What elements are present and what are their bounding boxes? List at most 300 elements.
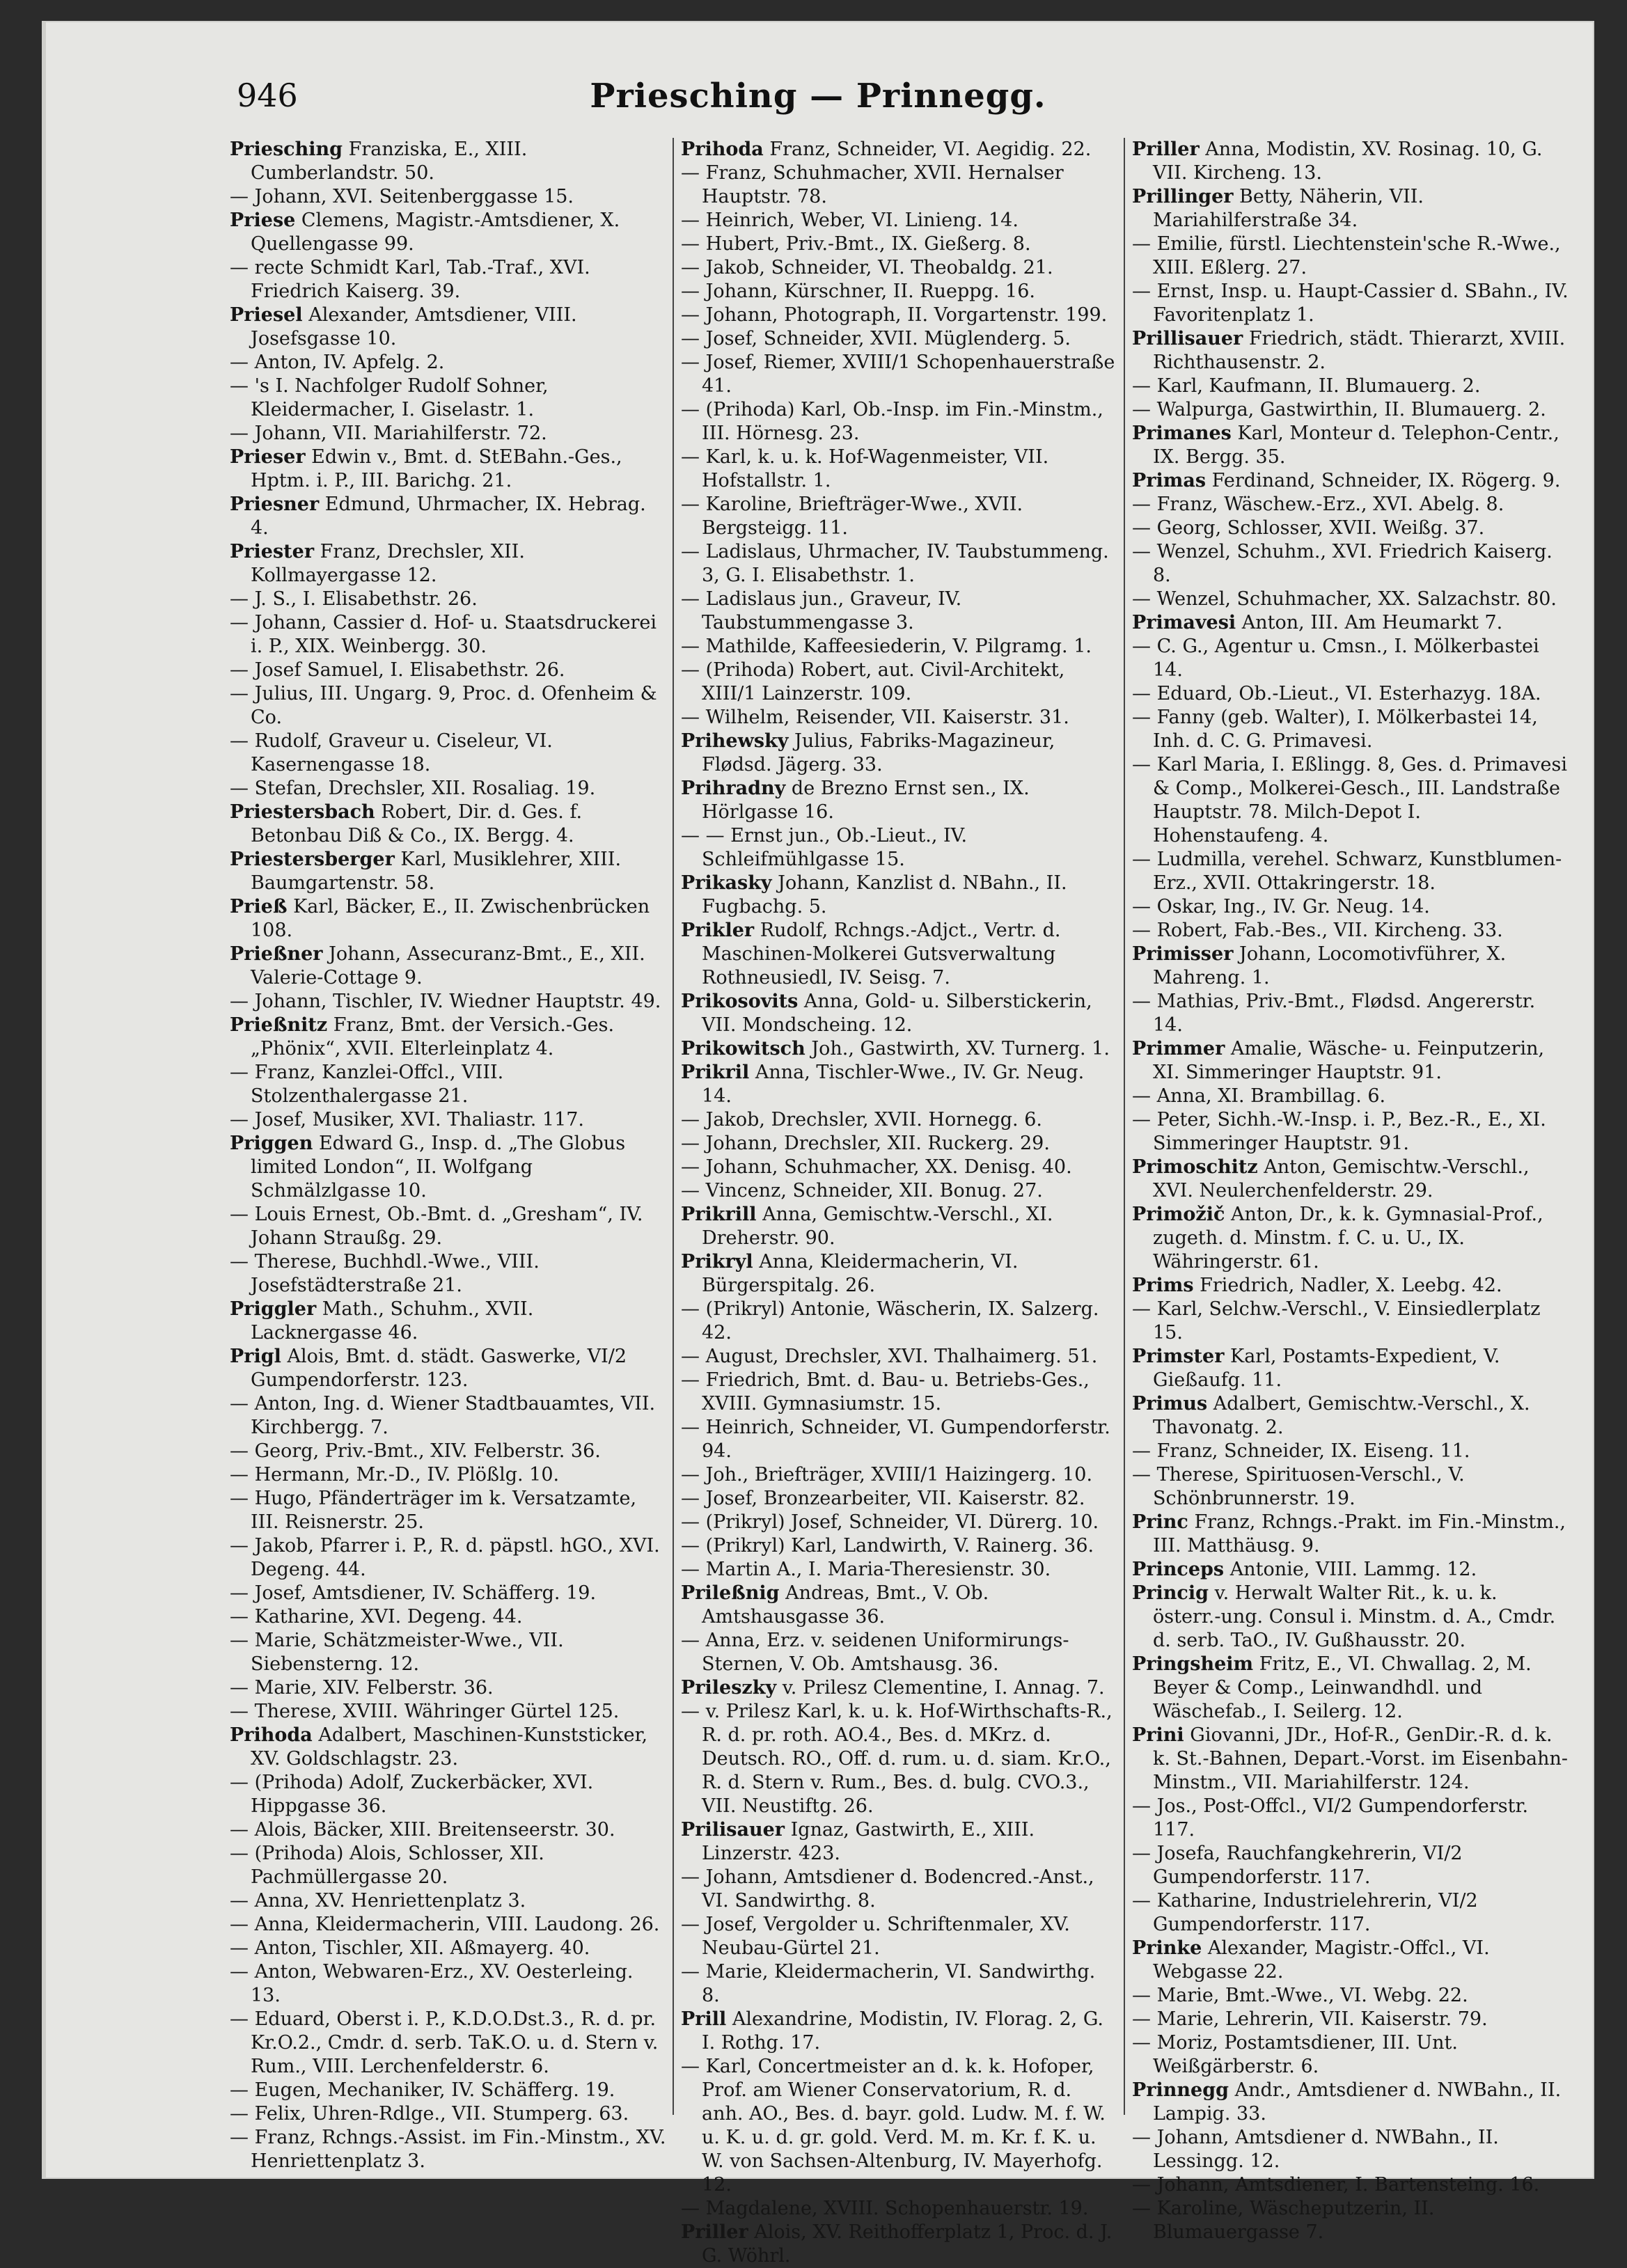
entry-details: — Johann, Amtsdiener, I. Bartensteing. 16. — [1132, 2174, 1540, 2196]
directory-entry — [681, 635, 1118, 659]
directory-entry — [681, 1132, 1118, 1156]
directory-entry — [230, 1842, 667, 1889]
directory-entry — [1132, 2079, 1569, 2126]
directory-entry — [1132, 611, 1569, 635]
entry-details: — Therese, Buchhdl.-Wwe., VIII. Josefstädterstraße 21. — [230, 1251, 540, 1296]
entry-surname: Primus — [1132, 1393, 1208, 1415]
entry-details: — Karoline, Briefträger-Wwe., XVII. Bergsteigg. 11. — [681, 494, 1023, 539]
entry-details: — Marie, XIV. Felberstr. 36. — [230, 1677, 494, 1699]
directory-entry — [1132, 943, 1569, 990]
directory-entry — [230, 1889, 667, 1913]
directory-entry — [1132, 1842, 1569, 1889]
entry-details: Betty, Näherin, VII. Mariahilferstraße 34. — [1153, 186, 1424, 231]
entry-details: — Georg, Schlosser, XVII. Weißg. 37. — [1132, 517, 1485, 539]
entry-details: — August, Drechsler, XVI. Thalhaimerg. 51. — [681, 1346, 1098, 1367]
entry-details: — Jos., Post-Offcl., VI/2 Gumpendorferstr. 117. — [1132, 1795, 1529, 1841]
directory-entry — [1132, 848, 1569, 895]
entry-details: v. Prilesz Clementine, I. Annag. 7. — [776, 1677, 1105, 1699]
entry-surname: Priese — [230, 210, 296, 231]
directory-entry — [230, 446, 667, 493]
page-header — [42, 77, 1594, 132]
entry-surname: Priesching — [230, 139, 343, 160]
entry-details: — Anna, Erz. v. seidenen Uniformirungs-Sternen, V. Ob. Amtshausg. 36. — [681, 1630, 1069, 1675]
entry-details: — Heinrich, Weber, VI. Linieng. 14. — [681, 210, 1019, 231]
entry-details: — Johann, Schuhmacher, XX. Denisg. 40. — [681, 1156, 1072, 1178]
entry-details: — Josef, Schneider, XVII. Müglenderg. 5. — [681, 328, 1071, 349]
directory-entry — [681, 1061, 1118, 1108]
directory-entry — [230, 943, 667, 990]
entry-details: — (Prikryl) Karl, Landwirth, V. Rainerg. 36. — [681, 1535, 1094, 1557]
entry-surname: Prillinger — [1132, 186, 1234, 207]
entry-details: — Vincenz, Schneider, XII. Bonug. 27. — [681, 1180, 1043, 1202]
directory-entry — [681, 1250, 1118, 1298]
entry-details: Julius, Fabriks-Magazineur, Flødsd. Jägerg. 33. — [702, 730, 1055, 775]
entry-details: — Julius, III. Ungarg. 9, Proc. d. Ofenheim & Co. — [230, 683, 657, 728]
entry-surname: Prihradny — [681, 778, 786, 799]
entry-details: — Louis Ernest, Ob.-Bmt. d. „Gresham“, IV. Johann Straußg. 29. — [230, 1204, 643, 1249]
entry-details: Edwin v., Bmt. d. StEBahn.-Ges., Hptm. i. P., III. Barichg. 21. — [251, 446, 622, 491]
entry-details: Giovanni, JDr., Hof-R., GenDir.-R. d. k. k. St.-Bahnen, Depart.-Vorst. im Eisenbahn-Minstm., VII. Mariahilferstr. 124. — [1153, 1724, 1569, 1793]
entry-surname: Prigl — [230, 1346, 281, 1367]
entry-details: — Josef, Bronzearbeiter, VII. Kaiserstr. 82. — [681, 1488, 1085, 1509]
directory-entry — [681, 209, 1118, 233]
entry-details: — Franz, Wäschew.-Erz., XVI. Abelg. 8. — [1132, 494, 1504, 515]
entry-surname: Prini — [1132, 1724, 1184, 1746]
entry-details: — recte Schmidt Karl, Tab.-Traf., XVI. Friedrich Kaiserg. 39. — [230, 257, 590, 302]
entry-details: — Mathias, Priv.-Bmt., Flødsd. Angererstr. 14. — [1132, 991, 1536, 1036]
directory-entry — [1132, 1511, 1569, 1558]
directory-entry — [230, 2008, 667, 2079]
directory-entry — [1132, 990, 1569, 1037]
directory-entry — [1132, 2173, 1569, 2197]
directory-entry — [681, 233, 1118, 256]
entry-details: Anton, III. Am Heumarkt 7. — [1236, 612, 1503, 633]
directory-entry — [230, 1534, 667, 1582]
entry-details: Amalie, Wäsche- u. Feinputzerin, XI. Simmeringer Hauptstr. 91. — [1153, 1038, 1545, 1083]
directory-entry — [1132, 1108, 1569, 1156]
entry-surname: Primoschitz — [1132, 1156, 1258, 1178]
entry-surname: Priesner — [230, 494, 320, 515]
entry-details: — (Prihoda) Karl, Ob.-Insp. im Fin.-Minstm., III. Hörnesg. 23. — [681, 399, 1103, 444]
entry-details: — Moriz, Postamtsdiener, III. Unt. Weißgärberstr. 6. — [1132, 2032, 1458, 2077]
directory-entry — [230, 659, 667, 682]
directory-entry — [1132, 1463, 1569, 1511]
entry-details: Anna, Tischler-Wwe., IV. Gr. Neug. 14. — [702, 1062, 1085, 1107]
entry-details: — (Prikryl) Josef, Schneider, VI. Dürerg. 10. — [681, 1511, 1099, 1533]
entry-details: — — Ernst jun., Ob.-Lieut., IV. Schleifmühlgasse 15. — [681, 825, 968, 870]
entry-surname: Primas — [1132, 470, 1207, 491]
directory-entry — [681, 493, 1118, 540]
directory-entry — [681, 351, 1118, 398]
directory-entry — [1132, 1274, 1569, 1298]
entry-surname: Prikrill — [681, 1204, 757, 1225]
directory-entry — [681, 919, 1118, 990]
entry-details: — Therese, XVIII. Währinger Gürtel 125. — [230, 1701, 620, 1722]
directory-entry — [1132, 682, 1569, 706]
entry-details: — Hugo, Pfänderträger im k. Versatzamte, III. Reisnerstr. 25. — [230, 1488, 637, 1533]
directory-entry — [681, 1676, 1118, 1700]
entry-details: — Robert, Fab.-Bes., VII. Kircheng. 33. — [1132, 920, 1503, 941]
directory-entry — [1132, 2008, 1569, 2031]
directory-entry — [681, 990, 1118, 1037]
directory-entry — [230, 588, 667, 611]
entry-surname: Prilisauer — [681, 1819, 785, 1841]
entry-details: Johann, Assecuranz-Bmt., E., XII. Valerie-Cottage 9. — [251, 943, 645, 989]
directory-entry — [1132, 138, 1569, 185]
entry-details: — Karoline, Wäscheputzerin, II. Blumauergasse 7. — [1132, 2198, 1435, 2243]
entry-details: Anna, Modistin, XV. Rosinag. 10, G. VII. Kircheng. 13. — [1153, 139, 1543, 184]
entry-details: Franz, Schneider, VI. Aegidig. 22. — [763, 139, 1092, 160]
entry-details: Franz, Drechsler, XII. Kollmayergasse 12. — [251, 541, 525, 586]
entry-details: — Eduard, Ob.-Lieut., VI. Esterhazyg. 18A. — [1132, 683, 1541, 704]
directory-entry — [230, 540, 667, 588]
entry-surname: Primisser — [1132, 943, 1234, 965]
directory-entry — [681, 1866, 1118, 1913]
entry-details: — Joh., Briefträger, XVIII/1 Haizingerg. 10. — [681, 1464, 1093, 1486]
entry-details: Rudolf, Rchngs.-Adjct., Vertr. d. Maschinen-Molkerei Gutsverwaltung Rothneusiedl, IV. Seisg. 7. — [702, 920, 1061, 989]
entry-details: — Wenzel, Schuhmacher, XX. Salzachstr. 80. — [1132, 588, 1557, 610]
entry-details: — (Prihoda) Robert, aut. Civil-Architekt, XIII/1 Lainzerstr. 109. — [681, 659, 1065, 704]
directory-entry — [681, 1582, 1118, 1629]
directory-entry — [1132, 706, 1569, 753]
directory-entry — [1132, 1440, 1569, 1463]
directory-entry — [230, 1676, 667, 1700]
directory-entry — [230, 1700, 667, 1724]
entry-details: — Mathilde, Kaffeesiederin, V. Pilgramg. 1. — [681, 636, 1092, 657]
entry-details: — Marie, Kleidermacherin, VI. Sandwirthg. 8. — [681, 1961, 1096, 2006]
directory-entry — [681, 398, 1118, 446]
directory-entry — [681, 1511, 1118, 1534]
directory-entry — [230, 2079, 667, 2102]
directory-entry — [230, 1203, 667, 1250]
directory-entry — [230, 990, 667, 1014]
directory-entry — [681, 1558, 1118, 1582]
entry-details: — Josefa, Rauchfangkehrerin, VI/2 Gumpendorferstr. 117. — [1132, 1843, 1463, 1888]
entry-details: — Anna, Kleidermacherin, VIII. Laudong. 26. — [230, 1914, 660, 1935]
entry-details: Karl, Bäcker, E., II. Zwischenbrücken 108. — [251, 896, 650, 941]
entry-details: — Josef Samuel, I. Elisabethstr. 26. — [230, 659, 565, 681]
entry-surname: Prikler — [681, 920, 755, 941]
directory-entry — [230, 2102, 667, 2126]
directory-entry — [681, 256, 1118, 280]
directory-entry — [230, 1463, 667, 1487]
directory-entry — [681, 1629, 1118, 1676]
entry-surname: Priestersberger — [230, 849, 395, 870]
entry-details: — Fanny (geb. Walter), I. Mölkerbastei 14, Inh. d. C. G. Primavesi. — [1132, 707, 1538, 752]
directory-entry — [230, 1298, 667, 1345]
directory-entry — [230, 422, 667, 446]
entry-details: Johann, Kanzlist d. NBahn., II. Fugbachg. 5. — [702, 872, 1067, 918]
directory-entry — [230, 1913, 667, 1937]
entry-surname: Primožič — [1132, 1204, 1225, 1225]
entry-details: — Emilie, fürstl. Liechtenstein'sche R.-Wwe., XIII. Eßlerg. 27. — [1132, 233, 1561, 278]
entry-details: — Marie, Bmt.-Wwe., VI. Webg. 22. — [1132, 1985, 1468, 2006]
directory-entry — [230, 209, 667, 256]
directory-entry — [681, 1156, 1118, 1179]
directory-entry — [681, 304, 1118, 327]
directory-entry — [1132, 1392, 1569, 1440]
directory-entry — [681, 540, 1118, 588]
directory-entry — [1132, 1889, 1569, 1937]
entry-surname: Prihoda — [681, 139, 764, 160]
entry-details: — Anton, Tischler, XII. Aßmayerg. 40. — [230, 1937, 590, 1959]
entry-surname: Prikowitsch — [681, 1038, 805, 1060]
entry-details: Alexandrine, Modistin, IV. Florag. 2, G. I. Rothg. 17. — [702, 2008, 1104, 2054]
columns — [230, 138, 1573, 2267]
directory-entry — [681, 1203, 1118, 1250]
entry-details: — Hubert, Priv.-Bmt., IX. Gießerg. 8. — [681, 233, 1031, 255]
entry-details: — Stefan, Drechsler, XII. Rosaliag. 19. — [230, 778, 596, 799]
entry-details: — Hermann, Mr.-D., IV. Plößlg. 10. — [230, 1464, 560, 1486]
directory-entry — [230, 1960, 667, 2008]
entry-surname: Prileszky — [681, 1677, 777, 1699]
directory-entry — [681, 1416, 1118, 1463]
entry-details: — Josef, Amtsdiener, IV. Schäfferg. 19. — [230, 1582, 597, 1604]
entry-details: — Oskar, Ing., IV. Gr. Neug. 14. — [1132, 896, 1430, 918]
directory-entry — [1132, 2197, 1569, 2244]
entry-details: — Marie, Schätzmeister-Wwe., VII. Siebensterng. 12. — [230, 1630, 564, 1675]
entry-details: Franz, Bmt. der Versich.-Ges. „Phönix“, XVII. Elterleinplatz 4. — [251, 1014, 615, 1060]
entry-details: Alois, XV. Reithofferplatz 1, Proc. d. J. G. Wöhrl. — [702, 2221, 1113, 2267]
entry-surname: Priller — [1132, 139, 1200, 160]
directory-entry — [230, 1392, 667, 1440]
entry-details: — Jakob, Schneider, VI. Theobaldg. 21. — [681, 257, 1053, 278]
directory-entry — [681, 1179, 1118, 1203]
entry-surname: Prill — [681, 2008, 727, 2030]
entry-details: — Ladislaus jun., Graveur, IV. Taubstummengasse 3. — [681, 588, 962, 633]
entry-details: — Johann, Tischler, IV. Wiedner Hauptstr. 49. — [230, 991, 661, 1012]
entry-details: — Jakob, Pfarrer i. P., R. d. päpstl. hGO., XVI. Degeng. 44. — [230, 1535, 660, 1580]
directory-entry — [1132, 375, 1569, 398]
entry-details: Fritz, E., VI. Chwallag. 2, M. Beyer & Comp., Leinwandhdl. und Wäschefab., I. Seilerg. 12. — [1153, 1653, 1532, 1722]
entry-details: — Alois, Bäcker, XIII. Breitenseerstr. 30. — [230, 1819, 615, 1841]
entry-details: Clemens, Magistr.-Amtsdiener, X. Quellengasse 99. — [251, 210, 620, 255]
directory-entry — [1132, 1984, 1569, 2008]
entry-details: — Peter, Sichh.-W.-Insp. i. P., Bez.-R., E., XI. Simmeringer Hauptstr. 91. — [1132, 1109, 1546, 1154]
entry-details: — Martin A., I. Maria-Theresienstr. 30. — [681, 1559, 1051, 1580]
entry-details: — Johann, Drechsler, XII. Ruckerg. 29. — [681, 1133, 1050, 1154]
page-edge — [42, 21, 46, 2179]
entry-details: Johann, Locomotivführer, X. Mahreng. 1. — [1153, 943, 1507, 989]
directory-entry — [681, 2221, 1118, 2268]
directory-entry — [1132, 469, 1569, 493]
entry-surname: Prihewsky — [681, 730, 789, 752]
entry-surname: Princig — [1132, 1582, 1209, 1604]
entry-details: — J. S., I. Elisabethstr. 26. — [230, 588, 478, 610]
directory-entry — [1132, 919, 1569, 943]
entry-details: Anton, Gemischtw.-Verschl., XVI. Neulerchenfelderstr. 29. — [1153, 1156, 1530, 1202]
directory-entry — [1132, 493, 1569, 517]
entry-details: — Walpurga, Gastwirthin, II. Blumauerg. 2. — [1132, 399, 1546, 420]
directory-entry — [230, 1937, 667, 1960]
column-3 — [1132, 138, 1569, 2243]
entry-details: Karl, Postamts-Expedient, V. Gießaufg. 11. — [1153, 1346, 1500, 1391]
column-2 — [681, 138, 1118, 2267]
directory-entry — [681, 1345, 1118, 1369]
directory-entry — [681, 777, 1118, 824]
entry-details: — Johann, Cassier d. Hof- u. Staatsdruckerei i. P., XIX. Weinbergg. 30. — [230, 612, 657, 657]
directory-entry — [1132, 635, 1569, 682]
entry-details: — Ludmilla, verehel. Schwarz, Kunstblumen-Erz., XVII. Ottakringerstr. 18. — [1132, 849, 1562, 894]
directory-entry — [1132, 327, 1569, 375]
entry-details: — Johann, XVI. Seitenberggasse 15. — [230, 186, 574, 207]
entry-details: — Johann, Amtsdiener d. NWBahn., II. Lessingg. 12. — [1132, 2127, 1499, 2172]
entry-surname: Primavesi — [1132, 612, 1236, 633]
entry-details: — Johann, Amtsdiener d. Bodencred.-Anst., VI. Sandwirthg. 8. — [681, 1866, 1094, 1912]
directory-entry — [230, 1724, 667, 1771]
entry-surname: Princeps — [1132, 1559, 1225, 1580]
entry-details: — Johann, Kürschner, II. Rueppg. 16. — [681, 281, 1035, 302]
entry-details: — Katharine, XVI. Degeng. 44. — [230, 1606, 523, 1628]
directory-entry — [681, 2008, 1118, 2055]
directory-entry — [681, 1700, 1118, 1818]
entry-details: — Josef, Riemer, XVIII/1 Schopenhauerstraße 41. — [681, 352, 1115, 397]
entry-details: — Anna, XV. Henriettenplatz 3. — [230, 1890, 526, 1912]
entry-details: Robert, Dir. d. Ges. f. Betonbau Diß & Co., IX. Bergg. 4. — [251, 801, 583, 846]
directory-entry — [1132, 753, 1569, 848]
entry-details: Anna, Gemischtw.-Verschl., XI. Dreherstr. 90. — [702, 1204, 1053, 1249]
directory-entry — [681, 327, 1118, 351]
directory-entry — [230, 1818, 667, 1842]
directory-entry — [1132, 1558, 1569, 1582]
entry-details: — Anton, Ing. d. Wiener Stadtbauamtes, VII. Kirchbergg. 7. — [230, 1393, 656, 1438]
entry-details: Andreas, Bmt., V. Ob. Amtshausgasse 36. — [702, 1582, 989, 1628]
entry-details: — Felix, Uhren-Rdlge., VII. Stumperg. 63. — [230, 2103, 629, 2125]
directory-entry — [681, 1487, 1118, 1511]
directory-entry — [1132, 1345, 1569, 1392]
directory-entry — [681, 162, 1118, 209]
directory-entry — [1132, 1653, 1569, 1724]
entry-details: Karl, Monteur d. Telephon-Centr., IX. Bergg. 35. — [1153, 423, 1559, 468]
entry-details: Adalbert, Maschinen-Kunststicker, XV. Goldschlagstr. 23. — [251, 1724, 648, 1770]
directory-entry — [230, 777, 667, 801]
directory-entry — [230, 375, 667, 422]
entry-details: Edmund, Uhrmacher, IX. Hebrag. 4. — [251, 494, 646, 539]
entry-surname: Priester — [230, 541, 315, 562]
entry-details: — Wilhelm, Reisender, VII. Kaiserstr. 31. — [681, 707, 1069, 728]
directory-entry — [681, 138, 1118, 162]
entry-details: — Karl Maria, I. Eßlingg. 8, Ges. d. Primavesi & Comp., Molkerei-Gesch., III. Landstraße Hauptstr. 78. Milch-Depot I. Hohenstaufeng. 4. — [1132, 754, 1567, 846]
directory-entry — [681, 730, 1118, 777]
directory-entry — [230, 1108, 667, 1132]
entry-surname: Primanes — [1132, 423, 1232, 444]
entry-details: Adalbert, Gemischtw.-Verschl., X. Thavonatg. 2. — [1153, 1393, 1530, 1438]
entry-details: Math., Schuhm., XVII. Lacknergasse 46. — [251, 1298, 534, 1344]
entry-surname: Primmer — [1132, 1038, 1225, 1060]
entry-details: Anton, Dr., k. k. Gymnasial-Prof., zugeth. d. Minstm. f. C. u. U., IX. Währingerstr. 61. — [1153, 1204, 1543, 1273]
entry-surname: Prikril — [681, 1062, 750, 1083]
entry-surname: Prihoda — [230, 1724, 313, 1746]
entry-details: — Karl, Concertmeister an d. k. k. Hofoper, Prof. am Wiener Conservatorium, R. d. anh. AO., Bes. d. bayr. gold. Ludw. M. f. W. u. K. u. d. gr. gold. Verd. M. m. Kr. f. K. u. W. von Sachsen-Altenburg, IV. Mayerhofg. 12. — [681, 2056, 1106, 2196]
directory-entry — [230, 351, 667, 375]
directory-entry — [230, 1061, 667, 1108]
directory-entry — [681, 1298, 1118, 1345]
directory-entry — [230, 1440, 667, 1463]
entry-surname: Priesel — [230, 304, 303, 326]
directory-entry — [1132, 398, 1569, 422]
entry-surname: Priller — [681, 2221, 748, 2243]
directory-entry — [230, 1487, 667, 1534]
entry-details: — Heinrich, Schneider, VI. Gumpendorferstr. 94. — [681, 1417, 1110, 1462]
directory-entry — [681, 2055, 1118, 2197]
directory-entry — [681, 1818, 1118, 1866]
entry-details: — Karl, k. u. k. Hof-Wagenmeister, VII. Hofstallstr. 1. — [681, 446, 1049, 491]
entry-details: — Wenzel, Schuhm., XVI. Friedrich Kaiserg. 8. — [1132, 541, 1553, 586]
column-divider — [673, 138, 674, 2115]
directory-entry — [681, 1913, 1118, 1960]
entry-surname: Prieß — [230, 896, 288, 918]
entry-details: de Brezno Ernst sen., IX. Hörlgasse 16. — [702, 778, 1030, 823]
column-divider — [1124, 138, 1125, 2115]
directory-entry — [230, 185, 667, 209]
entry-details: — Eugen, Mechaniker, IV. Schäfferg. 19. — [230, 2079, 615, 2101]
directory-entry — [230, 493, 667, 540]
directory-entry — [681, 659, 1118, 706]
directory-entry — [1132, 2126, 1569, 2173]
entry-surname: Prinke — [1132, 1937, 1202, 1959]
entry-details: Franziska, E., XIII. Cumberlandstr. 50. — [251, 139, 528, 184]
directory-entry — [681, 280, 1118, 304]
directory-entry — [230, 1605, 667, 1629]
entry-details: — Eduard, Oberst i. P., K.D.O.Dst.3., R. d. pr. Kr.O.2., Cmdr. d. serb. TaK.O. u. d. Stern v. Rum., VIII. Lerchenfelderstr. 6. — [230, 2008, 659, 2077]
entry-surname: Prikasky — [681, 872, 772, 894]
entry-details: — Magdalene, XVIII. Schopenhauerstr. 19. — [681, 2198, 1089, 2219]
entry-surname: Priggler — [230, 1298, 317, 1320]
directory-entry — [230, 256, 667, 304]
directory-page — [42, 21, 1594, 2267]
entry-surname: Prillisauer — [1132, 328, 1243, 349]
entry-details: — 's I. Nachfolger Rudolf Sohner, Kleidermacher, I. Giselastr. 1. — [230, 375, 549, 420]
entry-surname: Prikryl — [681, 1251, 753, 1273]
entry-surname: Prileßnig — [681, 1582, 780, 1604]
directory-entry — [1132, 1085, 1569, 1108]
directory-entry — [230, 848, 667, 895]
entry-details: — Franz, Schuhmacher, XVII. Hernalser Hauptstr. 78. — [681, 162, 1064, 207]
entry-details: — Anton, IV. Apfelg. 2. — [230, 352, 445, 373]
directory-entry — [1132, 1156, 1569, 1203]
entry-details: Alexander, Magistr.-Offcl., VI. Webgasse 22. — [1153, 1937, 1490, 1983]
directory-entry — [230, 1014, 667, 1061]
entry-details: Karl, Musiklehrer, XIII. Baumgartenstr. 58. — [251, 849, 622, 894]
directory-entry — [1132, 1298, 1569, 1345]
entry-details: Ferdinand, Schneider, IX. Rögerg. 9. — [1206, 470, 1561, 491]
entry-surname: Prießnitz — [230, 1014, 328, 1036]
entry-details: — Jakob, Drechsler, XVII. Hornegg. 6. — [681, 1109, 1042, 1131]
entry-surname: Primster — [1132, 1346, 1225, 1367]
directory-entry — [230, 611, 667, 659]
entry-details: Franz, Rchngs.-Prakt. im Fin.-Minstm., III. Matthäusg. 9. — [1153, 1511, 1566, 1557]
directory-entry — [681, 706, 1118, 730]
directory-entry — [1132, 588, 1569, 611]
entry-details: — Anna, XI. Brambillag. 6. — [1132, 1085, 1386, 1107]
entry-surname: Priestersbach — [230, 801, 375, 823]
entry-details: Antonie, VIII. Lammg. 12. — [1224, 1559, 1477, 1580]
entry-details: Alois, Bmt. d. städt. Gaswerke, VI/2 Gumpendorferstr. 123. — [251, 1346, 627, 1391]
directory-entry — [681, 1463, 1118, 1487]
entry-details: Friedrich, städt. Thierarzt, XVIII. Richthausenstr. 2. — [1153, 328, 1566, 373]
entry-details: — v. Prilesz Karl, k. u. k. Hof-Wirthschafts-R., R. d. pr. roth. AO.4., Bes. d. MKrz. d. Deutsch. RO., Off. d. rum. u. d. siam. Kr.O., R. d. Stern v. Rum., Bes. d. bulg. CVO.3., VII. Neustiftg. 26. — [681, 1701, 1113, 1817]
directory-entry — [681, 1960, 1118, 2008]
directory-entry — [681, 2197, 1118, 2221]
entry-details: — (Prihoda) Alois, Schlosser, XII. Pachmüllergasse 20. — [230, 1843, 544, 1888]
entry-details: — Ernst, Insp. u. Haupt-Cassier d. SBahn., IV. Favoritenplatz 1. — [1132, 281, 1569, 326]
directory-entry — [681, 446, 1118, 493]
directory-entry — [230, 801, 667, 848]
entry-surname: Prinnegg — [1132, 2079, 1229, 2101]
entry-details: — Franz, Kanzlei-Offcl., VIII. Stolzenthalergasse 21. — [230, 1062, 504, 1107]
directory-entry — [1132, 1724, 1569, 1795]
entry-details: — Franz, Rchngs.-Assist. im Fin.-Minstm., XV. Henriettenplatz 3. — [230, 2127, 666, 2172]
